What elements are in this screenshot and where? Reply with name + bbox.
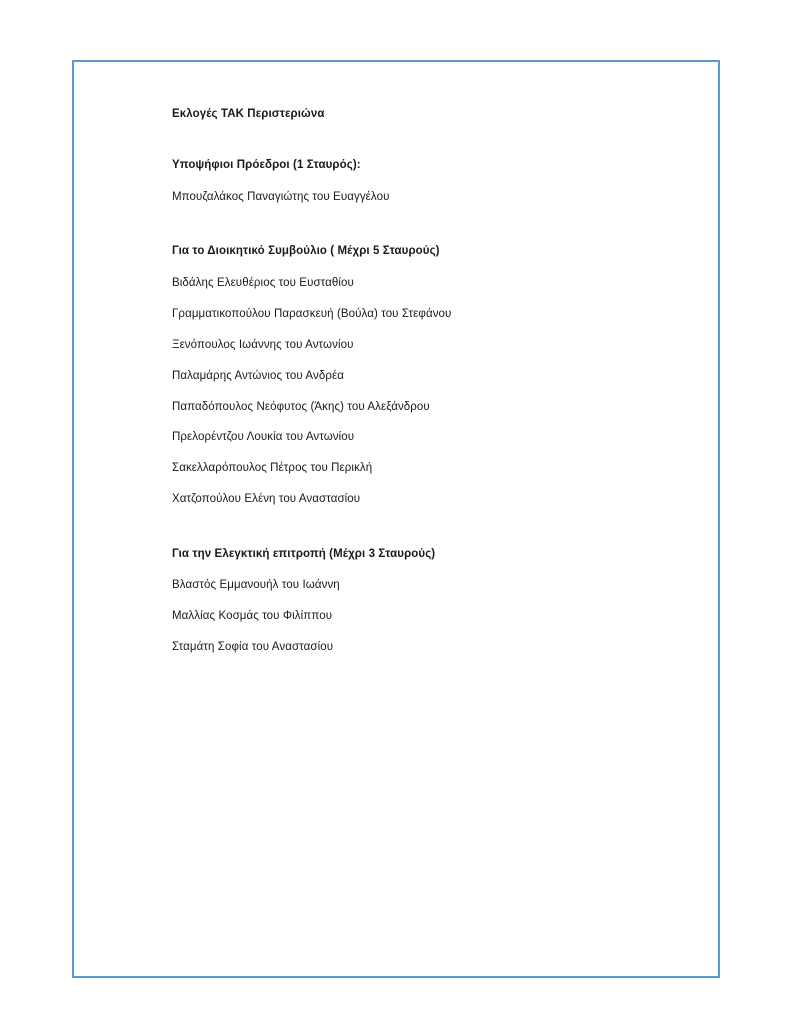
section-heading-president: Υποψήφιοι Πρόεδροι (1 Σταυρός): [172, 159, 361, 171]
candidate-president-1: Μπουζαλάκος Παναγιώτης του Ευαγγέλου [172, 191, 390, 203]
section-heading-board: Για το Διοικητικό Συμβούλιο ( Μέχρι 5 Σταυρούς) [172, 245, 440, 257]
document-page [72, 60, 720, 978]
section-heading-audit: Για την Ελεγκτική επιτροπή (Μέχρι 3 Σταυρούς) [172, 548, 436, 560]
candidate-board-1: Βιδάλης Ελευθέριος του Ευσταθίου [172, 277, 354, 289]
candidate-board-7: Σακελλαρόπουλος Πέτρος του Περικλή [172, 462, 373, 474]
candidate-audit-3: Σταμάτη Σοφία του Αναστασίου [172, 641, 334, 653]
candidate-board-8: Χατζοπούλου Ελένη του Αναστασίου [172, 493, 361, 505]
candidate-board-4: Παλαμάρης Αντώνιος του Ανδρέα [172, 370, 344, 382]
candidate-board-2: Γραμματικοπούλου Παρασκευή (Βούλα) του Στεφάνου [172, 308, 452, 320]
document-title: Εκλογές ΤΑΚ Περιστεριώνα [172, 108, 325, 120]
candidate-board-3: Ξενόπουλος Ιωάννης του Αντωνίου [172, 339, 354, 351]
candidate-audit-1: Βλαστός Εμμανουήλ του Ιωάννη [172, 579, 340, 591]
candidate-board-5: Παπαδόπουλος Νεόφυτος (Άκης) του Αλεξάνδρου [172, 401, 430, 413]
candidate-board-6: Πρελορέντζου Λουκία του Αντωνίου [172, 431, 355, 443]
candidate-audit-2: Μαλλίας Κοσμάς του Φιλίππου [172, 610, 333, 622]
